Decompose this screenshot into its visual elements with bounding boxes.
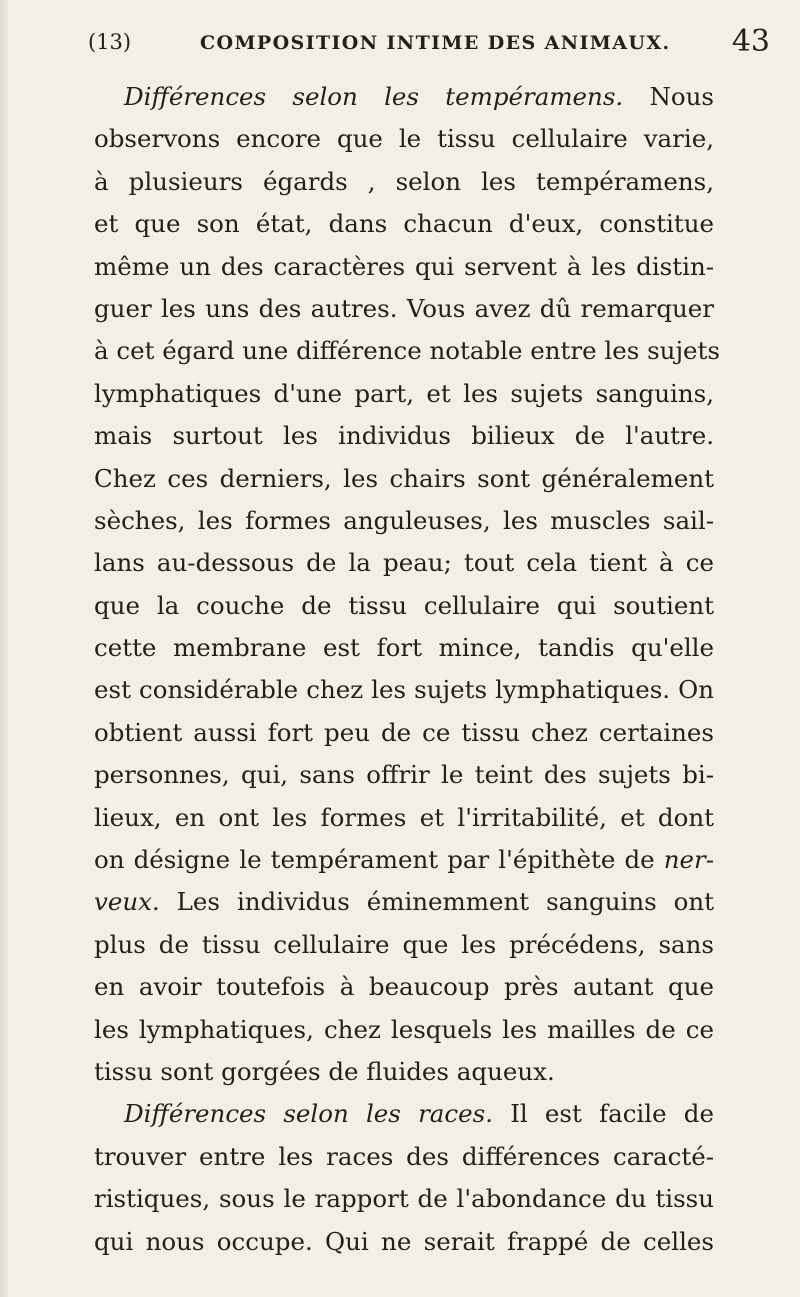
- text-line: [94, 669, 714, 711]
- text-line: [94, 118, 714, 160]
- text-line: [94, 754, 714, 796]
- text-run: en avoir toutefois à beaucoup près autant que: [94, 972, 714, 1002]
- text-line: [94, 458, 714, 500]
- text-run: Chez ces derniers, les chairs sont généralement: [94, 463, 714, 493]
- italic-run: ner-: [663, 845, 714, 875]
- text-run: que la couche de tissu cellulaire qui soutient: [94, 590, 714, 620]
- text-line: [94, 1178, 714, 1220]
- text-line: [94, 1221, 714, 1263]
- text-line: [94, 288, 714, 330]
- text-line: [94, 203, 714, 245]
- text-run: sèches, les formes anguleuses, les muscles sail-: [94, 505, 714, 535]
- text-run: Il est facile de: [492, 1099, 714, 1129]
- text-run: qui nous occupe. Qui ne serait frappé de celles: [94, 1226, 714, 1256]
- text-run: Nous: [623, 82, 715, 111]
- text-line: [94, 161, 714, 203]
- text-line: [94, 1009, 714, 1051]
- running-title: COMPOSITION INTIME DES ANIMAUX.: [200, 32, 671, 54]
- text-line: [94, 373, 714, 415]
- text-line: [94, 415, 714, 457]
- text-line: [94, 797, 714, 839]
- text-run: les lymphatiques, chez lesquels les mailles de ce: [94, 1014, 714, 1044]
- text-line: [94, 76, 714, 118]
- text-line: [94, 881, 714, 923]
- text-run: Les individus éminemment sanguins ont: [159, 887, 714, 917]
- text-line: [94, 246, 714, 288]
- text-run: obtient aussi fort peu de ce tissu chez certaines: [94, 717, 714, 747]
- text-run: à plusieurs égards , selon les tempéramens,: [94, 166, 714, 196]
- text-line: [94, 627, 714, 669]
- text-line: [94, 542, 714, 584]
- text-run: est considérable chez les sujets lymphatiques. On: [94, 675, 714, 705]
- text-run: tissu sont gorgées de fluides aqueux.: [94, 1056, 555, 1086]
- text-run: lymphatiques d'une part, et les sujets sanguins,: [94, 378, 714, 408]
- text-line: [94, 712, 714, 754]
- text-run: à cet égard une différence notable entre les sujets: [94, 336, 720, 366]
- text-run: trouver entre les races des différences caracté-: [94, 1141, 714, 1171]
- text-line: [94, 1136, 714, 1178]
- text-run: personnes, qui, sans offrir le teint des sujets bi-: [94, 760, 714, 790]
- text-line: [94, 330, 720, 372]
- section-number: (13): [88, 30, 132, 54]
- text-line: [94, 966, 714, 1008]
- text-run: et que son état, dans chacun d'eux, constitue: [94, 209, 714, 239]
- text-run: cette membrane est fort mince, tandis qu'elle: [94, 633, 714, 663]
- text-run: lieux, en ont les formes et l'irritabilité, et dont: [94, 802, 714, 832]
- page-gutter-shadow: [0, 0, 10, 1297]
- running-header: [88, 24, 770, 70]
- text-line: [94, 1051, 714, 1093]
- text-run: même un des caractères qui servent à les distin-: [94, 251, 714, 281]
- italic-run: Différences selon les tempéramens.: [124, 82, 624, 111]
- text-line: [94, 500, 714, 542]
- text-line: [94, 1093, 714, 1135]
- text-body: [94, 76, 720, 1263]
- page-number: 43: [731, 24, 770, 59]
- text-run: lans au-dessous de la peau; tout cela tient à ce: [94, 548, 714, 578]
- text-run: on désigne le tempérament par l'épithète de: [94, 845, 664, 875]
- italic-run: veux.: [94, 887, 160, 917]
- text-run: mais surtout les individus bilieux de l'autre.: [94, 421, 714, 451]
- italic-run: Différences selon les races.: [124, 1099, 493, 1129]
- text-run: ristiques, sous le rapport de l'abondance du tissu: [94, 1184, 714, 1214]
- text-run: plus de tissu cellulaire que les précédens, sans: [94, 929, 714, 959]
- text-line: [94, 585, 714, 627]
- text-run: guer les uns des autres. Vous avez dû remarquer: [94, 293, 714, 323]
- text-line: [94, 924, 714, 966]
- text-line: [94, 839, 714, 881]
- text-run: observons encore que le tissu cellulaire varie,: [94, 124, 714, 154]
